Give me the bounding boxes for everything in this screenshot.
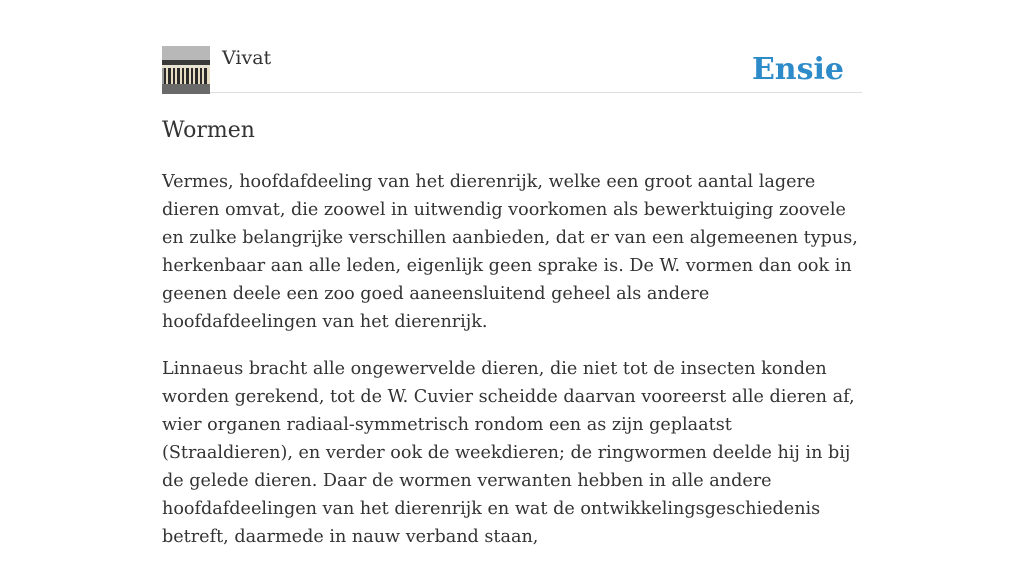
- article-paragraph: Linnaeus bracht alle ongewervelde dieren, die niet tot de insecten konden worden gerekend, tot de W. Cuvier scheidde daarvan vooreerst alle dieren af, wier organen radiaal-symmetrisch rondom een as zijn geplaatst (Straaldieren), en verder ook de weekdieren; de ringwormen deelde hij in bij de gelede dieren. Daar de wormen verwanten hebben in alle andere hoofdafdeelingen van het dierenrijk en wat de ontwikkelingsgeschiedenis betreft, daarmede in nauw verband staan,: [162, 359, 855, 547]
- header: [162, 46, 862, 93]
- author-name[interactable]: Vivat: [222, 47, 272, 69]
- article-body: [162, 168, 868, 570]
- brand-logo[interactable]: Ensie: [751, 52, 844, 87]
- article-title: Wormen: [162, 118, 255, 143]
- article-paragraph: Vermes, hoofdafdeeling van het dierenrijk, welke een groot aantal lagere dieren omvat, die zoowel in uitwendig voorkomen als bewerktuiging zoovele en zulke belangrijke verschillen aanbieden, dat er van een algemeenen typus, herkenbaar aan alle leden, eigenlijk geen sprake is. De W. vormen dan ook in geenen deele een zoo goed aaneensluitend geheel als andere hoofdafdeelingen van het dierenrijk.: [162, 172, 858, 332]
- bookshelf-icon: [162, 46, 210, 94]
- avatar[interactable]: [162, 46, 210, 94]
